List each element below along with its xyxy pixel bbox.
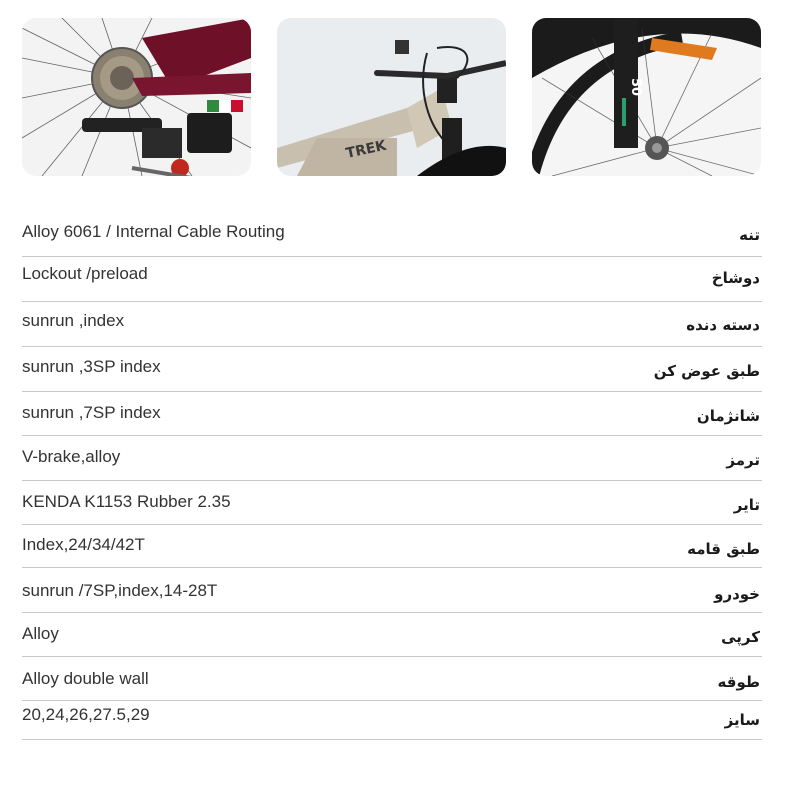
rear-derailleur-photo [22,18,251,176]
spec-value: Alloy double wall [22,669,149,688]
suspension-fork-photo [532,18,761,176]
spec-value: sunrun ,7SP index [22,403,161,422]
spec-label: تنه [739,226,760,244]
svg-text:TREK: TREK [344,137,388,162]
fork-travel-label: 50 [628,78,643,97]
spec-row [22,613,762,657]
spec-label: ترمز [726,451,760,469]
spec-label: تایر [733,496,760,514]
suspension-fork-image [532,18,761,176]
spec-value: KENDA K1153 Rubber 2.35 [22,492,231,511]
spec-label: طبق قامه [687,540,760,558]
spec-row [22,302,762,347]
spec-value: sunrun ,index [22,311,125,330]
spec-label: طبق عوض کن [653,362,760,380]
spec-label: کرپی [721,628,760,646]
spec-value: Index,24/34/42T [22,535,145,554]
bike-frame-image [277,18,506,176]
spec-value: Alloy [22,624,59,643]
spec-row [22,257,762,302]
spec-label: شانژمان [696,407,760,425]
spec-row [22,481,762,525]
spec-row [22,525,762,568]
bike-frame-handlebar-photo [277,18,506,176]
spec-value: sunrun /7SP,index,14-28T [22,581,218,600]
spec-label: دسته دنده [686,316,760,334]
spec-row [22,568,762,613]
spec-label: دوشاخ [711,269,760,287]
spec-label: طوقه [717,673,760,691]
spec-row [22,436,762,481]
spec-row [22,347,762,392]
spec-label: سایز [724,711,760,729]
spec-row [22,392,762,436]
spec-value: Lockout /preload [22,264,148,283]
spec-row [22,212,762,257]
spec-label: خودرو [714,585,760,603]
spec-row [22,701,762,740]
spec-table [22,212,762,740]
spec-value: sunrun ,3SP index [22,357,161,376]
rear-derailleur-image [22,18,251,176]
spec-value: 20,24,26,27.5,29 [22,705,150,724]
spec-value: Alloy 6061 / Internal Cable Routing [22,222,285,241]
spec-value: V-brake,alloy [22,447,121,466]
spec-row [22,657,762,701]
